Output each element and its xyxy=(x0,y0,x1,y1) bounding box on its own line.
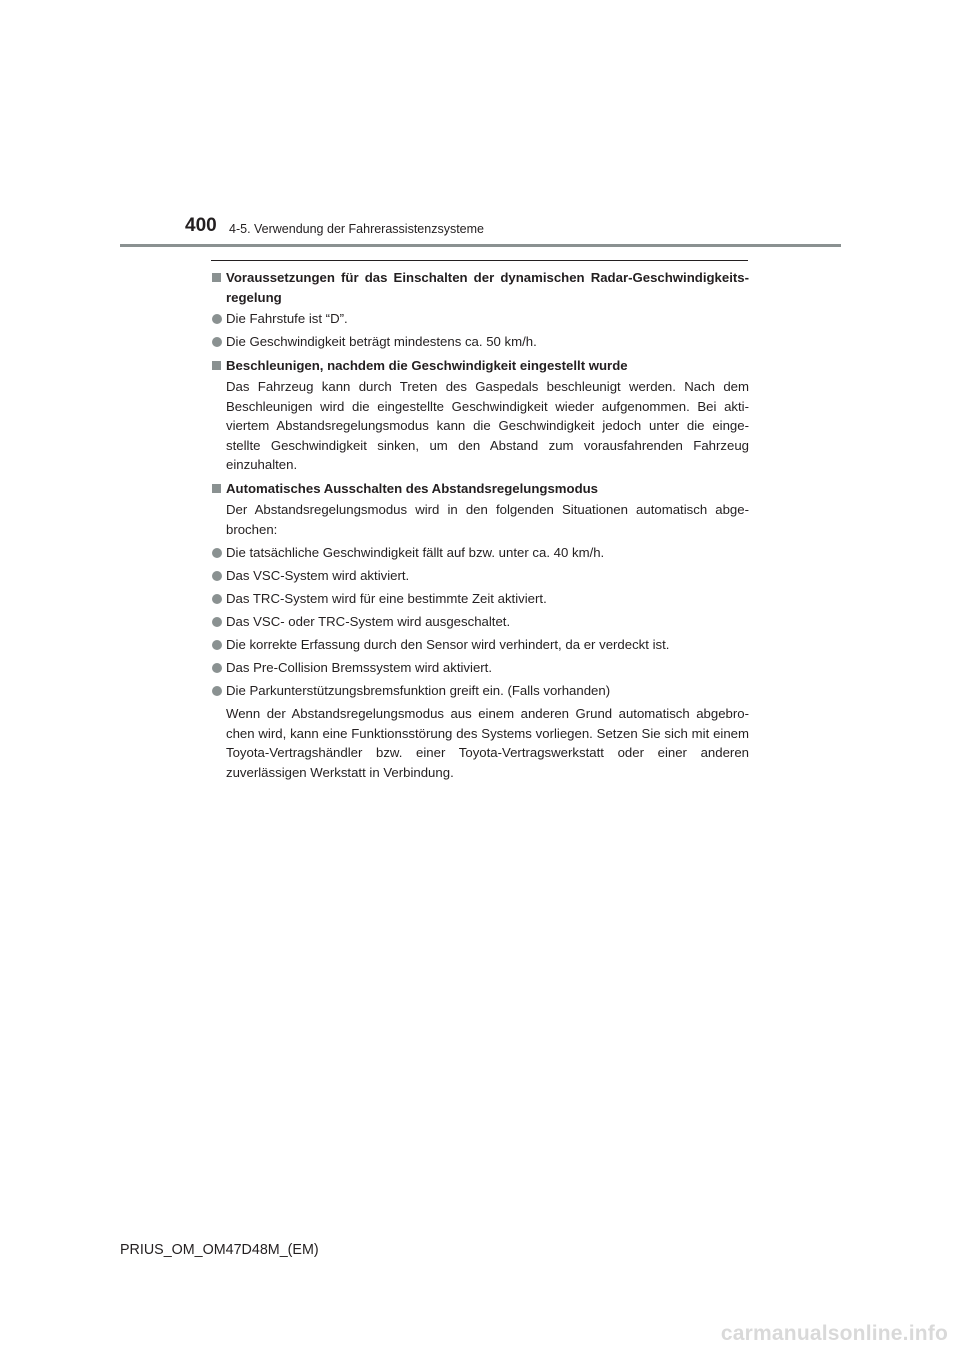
list-item xyxy=(211,612,749,632)
circle-bullet-icon xyxy=(212,571,222,581)
list-item-text: Die tatsächliche Geschwindigkeit fällt auf bzw. unter ca. 40 km/h. xyxy=(226,545,605,560)
header-rule xyxy=(120,244,841,247)
circle-bullet-icon xyxy=(212,314,222,324)
section-heading xyxy=(211,479,749,499)
content-body xyxy=(211,268,749,786)
section-paragraph: Das Fahrzeug kann durch Treten des Gaspedals beschleunigt werden. Nach dem Beschleunigen wird die eingestellte Geschwindigkeit wieder aufgenommen. Bei akti-viertem Abstandsregelungsmodus kann die Geschwindigkeit jedoch unter die einge-stellte Geschwindigkeit sinken, um den Abstand zum vorausfahrenden Fahrzeug einzuhalten. xyxy=(226,379,749,472)
list-item xyxy=(211,635,749,655)
content-rule xyxy=(211,260,748,261)
list-item xyxy=(211,309,749,329)
circle-bullet-icon xyxy=(212,640,222,650)
closing-paragraph: Wenn der Abstandsregelungsmodus aus einem anderen Grund automatisch abgebro-chen wird, kann eine Funktionsstörung des Systems vorliegen. Setzen Sie sich mit einem Toyota-Vertragshändler bzw. einer Toyota-Vertragswerkstatt oder einer anderen zuverlässigen Werkstatt in Verbindung. xyxy=(226,706,749,780)
list-item-text: Die Fahrstufe ist “D”. xyxy=(226,311,348,326)
circle-bullet-icon xyxy=(212,663,222,673)
section-heading-text: Beschleunigen, nachdem die Geschwindigkeit eingestellt wurde xyxy=(226,357,628,373)
section-activation-conditions xyxy=(211,268,749,352)
list-item xyxy=(211,566,749,586)
square-bullet-icon xyxy=(212,273,221,282)
page-number: 400 xyxy=(185,215,217,236)
list-item-text: Das VSC-System wird aktiviert. xyxy=(226,568,410,583)
list-item-text: Das TRC-System wird für eine bestimmte Zeit aktiviert. xyxy=(226,591,547,606)
list-item xyxy=(211,589,749,609)
list-item-text: Die Geschwindigkeit beträgt mindestens ca. 50 km/h. xyxy=(226,334,537,349)
circle-bullet-icon xyxy=(212,594,222,604)
section-paragraph: Der Abstandsregelungsmodus wird in den folgenden Situationen automatisch abge-brochen: xyxy=(226,502,749,537)
circle-bullet-icon xyxy=(212,548,222,558)
section-acceleration xyxy=(211,356,749,475)
section-heading xyxy=(211,356,749,376)
circle-bullet-icon xyxy=(212,617,222,627)
circle-bullet-icon xyxy=(212,686,222,696)
list-item xyxy=(211,681,749,701)
list-item xyxy=(211,658,749,678)
section-title: 4-5. Verwendung der Fahrerassistenzsysteme xyxy=(229,222,484,236)
list-item-text: Das VSC- oder TRC-System wird ausgeschaltet. xyxy=(226,614,511,629)
section-heading-text: Voraussetzungen für das Einschalten der dynamischen Radar-Geschwindigkeits-regelung xyxy=(226,270,749,305)
section-heading xyxy=(211,268,749,307)
list-item xyxy=(211,332,749,352)
section-heading-text: Automatisches Ausschalten des Abstandsregelungsmodus xyxy=(226,480,599,496)
watermark-text: carmanualsonline.info xyxy=(720,1322,948,1345)
square-bullet-icon xyxy=(212,361,221,370)
list-item xyxy=(211,543,749,563)
list-item-text: Die Parkunterstützungsbremsfunktion greift ein. (Falls vorhanden) xyxy=(226,683,611,698)
section-automatic-cancel xyxy=(211,479,749,783)
footer-doc-code: PRIUS_OM_OM47D48M_(EM) xyxy=(120,1242,319,1258)
square-bullet-icon xyxy=(212,484,221,493)
list-item-text: Die korrekte Erfassung durch den Sensor wird verhindert, da er verdeckt ist. xyxy=(226,637,670,652)
circle-bullet-icon xyxy=(212,337,222,347)
list-item-text: Das Pre-Collision Bremssystem wird aktiviert. xyxy=(226,660,493,675)
